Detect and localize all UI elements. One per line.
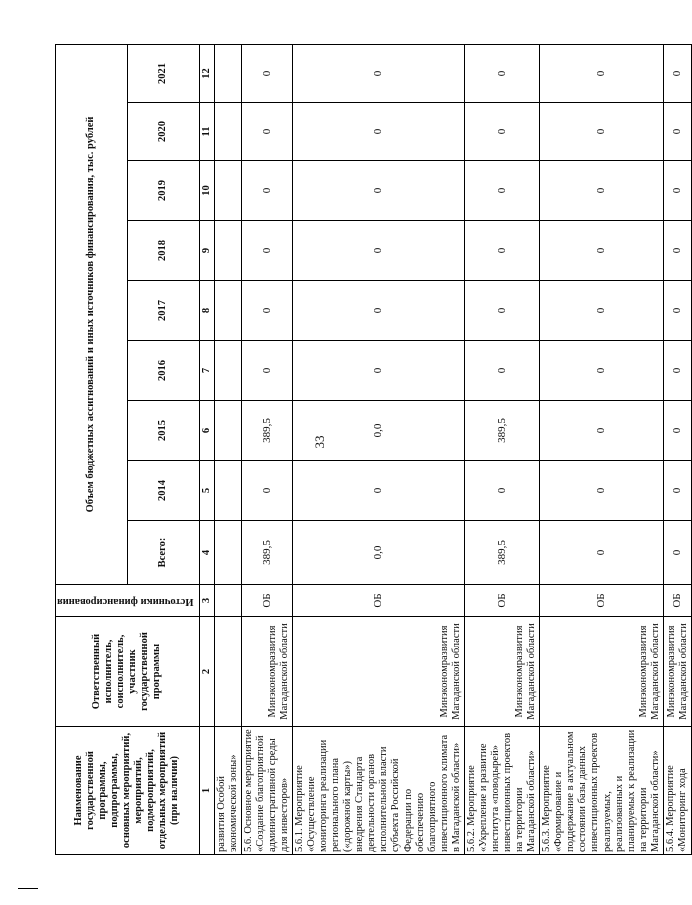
value-cell: 0 xyxy=(540,341,664,401)
value-cell: 0 xyxy=(663,103,691,161)
value-cell xyxy=(214,461,241,521)
source-cell: ОБ xyxy=(292,585,464,617)
column-number: 4 xyxy=(199,521,214,585)
column-number: 7 xyxy=(199,341,214,401)
value-cell: 0 xyxy=(464,281,539,341)
activity-name-cell: 5.6.3. Мероприятие «Формирование и поддержание в актуальном состоянии базы данных инвестиционных проектов реализуемых, реализованных и планируемых к реализации на территории Магаданской области» xyxy=(540,727,664,855)
responsible-cell: Минэкономразвития Магаданской области xyxy=(663,617,691,727)
source-cell: ОБ xyxy=(464,585,539,617)
value-cell: 0 xyxy=(241,281,292,341)
header-row xyxy=(56,44,128,854)
value-cell: 0 xyxy=(663,521,691,585)
rotated-table-container xyxy=(55,45,689,855)
financing-table xyxy=(55,44,692,855)
responsible-cell: Минэкономразвития Магаданской области xyxy=(241,617,292,727)
value-cell xyxy=(214,341,241,401)
value-cell: 0 xyxy=(663,221,691,281)
value-cell xyxy=(214,161,241,221)
value-cell: 0 xyxy=(292,221,464,281)
value-cell xyxy=(214,103,241,161)
activity-name-cell: развития Особой экономической зоны» xyxy=(214,727,241,855)
page-number: 33 xyxy=(312,435,327,449)
header-year: 2019 xyxy=(127,161,199,221)
responsible-cell: Минэкономразвития Магаданской области xyxy=(464,617,539,727)
value-cell: 0 xyxy=(241,341,292,401)
column-number: 3 xyxy=(199,585,214,617)
table-row xyxy=(292,44,464,854)
value-cell: 0 xyxy=(663,44,691,102)
table-body xyxy=(214,44,691,854)
value-cell: 0 xyxy=(292,161,464,221)
header-responsible: Ответственный исполнитель, соисполнитель, участник государственной программы xyxy=(56,617,200,727)
value-cell: 0 xyxy=(464,103,539,161)
value-cell: 0 xyxy=(292,281,464,341)
column-number: 6 xyxy=(199,401,214,461)
column-number: 10 xyxy=(199,161,214,221)
source-cell xyxy=(214,585,241,617)
table-row xyxy=(241,44,292,854)
value-cell: 0 xyxy=(540,401,664,461)
activity-name-cell: 5.6.2. Мероприятие «Укрепление и развитие института «поводырей» инвестиционных проектов на территории Магаданской области» xyxy=(464,727,539,855)
value-cell: 0 xyxy=(241,221,292,281)
value-cell: 0 xyxy=(663,401,691,461)
value-cell: 389,5 xyxy=(464,521,539,585)
value-cell: 0 xyxy=(540,161,664,221)
responsible-cell: Минэкономразвития Магаданской области xyxy=(540,617,664,727)
value-cell: 0 xyxy=(540,221,664,281)
value-cell: 0 xyxy=(464,341,539,401)
page-edge-mark xyxy=(18,888,38,889)
column-number: 11 xyxy=(199,103,214,161)
column-number: 1 xyxy=(199,727,214,855)
header-source: Источники финансирования xyxy=(56,585,200,617)
value-cell: 0 xyxy=(464,161,539,221)
table-row xyxy=(540,44,664,854)
header-name: Наименование государственной программы, подпрограммы, основных мероприятий, мероприятий, подмероприятий, отдельных мероприятий (при наличии) xyxy=(56,727,200,855)
responsible-cell: Минэкономразвития Магаданской области xyxy=(292,617,464,727)
value-cell xyxy=(214,401,241,461)
column-number: 5 xyxy=(199,461,214,521)
value-cell: 389,5 xyxy=(241,401,292,461)
value-cell xyxy=(214,221,241,281)
value-cell: 0 xyxy=(464,221,539,281)
value-cell: 0 xyxy=(241,461,292,521)
table-row xyxy=(663,44,691,854)
value-cell xyxy=(214,521,241,585)
value-cell: 0 xyxy=(292,44,464,102)
column-number: 12 xyxy=(199,44,214,102)
value-cell: 0 xyxy=(540,461,664,521)
column-number: 9 xyxy=(199,221,214,281)
value-cell: 0 xyxy=(464,461,539,521)
column-number: 2 xyxy=(199,617,214,727)
value-cell: 389,5 xyxy=(241,521,292,585)
value-cell: 0 xyxy=(292,461,464,521)
value-cell: 0 xyxy=(663,461,691,521)
header-total: Всего: xyxy=(127,521,199,585)
header-year: 2014 xyxy=(127,461,199,521)
activity-name-cell: 5.6.1. Мероприятие «Осуществление мониторинга реализации регионального плана («дорожной карты») внедрения Стандарта деятельности органов исполнительной власти субъекта Российской Федерации по обеспечению благоприятного инвестиционного климата в Магаданской области» xyxy=(292,727,464,855)
header-volume: Объем бюджетных ассигнований и иных источников финансирования, тыс. рублей xyxy=(56,44,128,584)
value-cell xyxy=(214,281,241,341)
value-cell: 0 xyxy=(241,103,292,161)
header-year: 2016 xyxy=(127,341,199,401)
header-year: 2017 xyxy=(127,281,199,341)
value-cell: 0 xyxy=(241,44,292,102)
value-cell: 389,5 xyxy=(464,401,539,461)
header-year: 2021 xyxy=(127,44,199,102)
source-cell: ОБ xyxy=(241,585,292,617)
source-cell: ОБ xyxy=(540,585,664,617)
column-number: 8 xyxy=(199,281,214,341)
value-cell: 0 xyxy=(292,341,464,401)
responsible-cell xyxy=(214,617,241,727)
value-cell: 0 xyxy=(292,103,464,161)
value-cell: 0 xyxy=(540,44,664,102)
value-cell xyxy=(214,44,241,102)
value-cell: 0 xyxy=(464,44,539,102)
value-cell: 0 xyxy=(540,281,664,341)
source-cell: ОБ xyxy=(663,585,691,617)
header-year: 2018 xyxy=(127,221,199,281)
value-cell: 0 xyxy=(540,521,664,585)
value-cell: 0 xyxy=(663,161,691,221)
value-cell: 0,0 xyxy=(292,401,464,461)
table-row xyxy=(214,44,241,854)
value-cell: 0,0 xyxy=(292,521,464,585)
table-row xyxy=(464,44,539,854)
activity-name-cell: 5.6.4. Мероприятие «Мониторинг хода xyxy=(663,727,691,855)
header-year: 2020 xyxy=(127,103,199,161)
value-cell: 0 xyxy=(663,341,691,401)
activity-name-cell: 5.6. Основное мероприятие «Создание благоприятной административной среды для инвесторов» xyxy=(241,727,292,855)
column-number-row xyxy=(199,44,214,854)
header-year: 2015 xyxy=(127,401,199,461)
value-cell: 0 xyxy=(663,281,691,341)
value-cell: 0 xyxy=(241,161,292,221)
value-cell: 0 xyxy=(540,103,664,161)
